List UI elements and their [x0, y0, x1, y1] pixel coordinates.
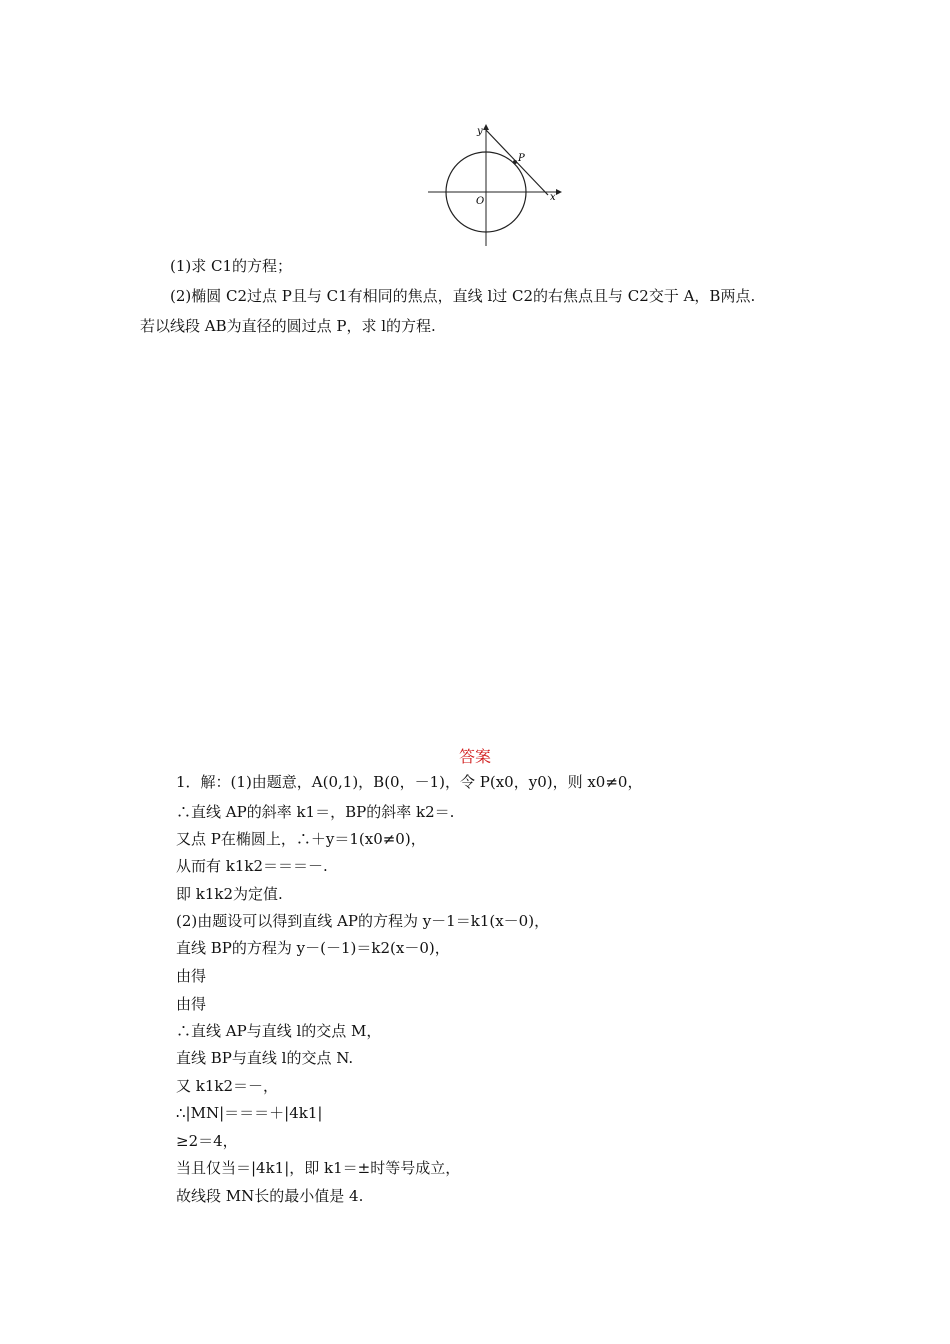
answer-line: 又 k1k2＝－， — [176, 1077, 279, 1095]
x-axis-label: x — [550, 192, 556, 203]
point-p-label: P — [518, 153, 525, 164]
origin-label: O — [476, 196, 485, 207]
circle-tangent-figure — [420, 118, 570, 253]
answer-line: ≥2＝4， — [176, 1132, 238, 1150]
answer-line: ∴直线 AP的斜率 k1＝，BP的斜率 k2＝. — [176, 803, 455, 821]
answer-line: 即 k1k2为定值. — [176, 885, 283, 903]
answer-title: 答案 — [458, 747, 491, 766]
y-axis-label: y — [477, 126, 483, 137]
answer-line: (2)由题设可以得到直线 AP的方程为 y－1＝k1(x－0)， — [176, 912, 550, 930]
answer-line: ∴|MN|＝＝＝＋|4k1| — [176, 1104, 323, 1122]
question-part2-line2: 若以线段 AB为直径的圆过点 P，求 l的方程. — [140, 317, 436, 335]
answer-line: 故线段 MN长的最小值是 4. — [176, 1187, 364, 1205]
answer-line: 当且仅当＝|4k1|，即 k1＝±时等号成立， — [176, 1159, 461, 1177]
answer-line: 1．解：(1)由题意，A(0,1)，B(0，－1)，令 P(x0，y0)，则 x0≠0， — [176, 773, 643, 791]
question-part1: (1)求 C1的方程； — [170, 257, 293, 275]
answer-line: 又点 P在椭圆上，∴＋y＝1(x0≠0)， — [176, 830, 426, 848]
answer-line: 直线 BP的方程为 y－(－1)＝k2(x－0)， — [176, 939, 450, 957]
answer-line: 由得 — [176, 995, 207, 1013]
answer-line: 由得 — [176, 967, 207, 985]
question-part2-line1: (2)椭圆 C2过点 P且与 C1有相同的焦点，直线 l过 C2的右焦点且与 C2交于 A，B两点. — [170, 287, 756, 305]
answer-line: 从而有 k1k2＝＝＝－. — [176, 857, 328, 875]
answer-line: ∴直线 AP与直线 l的交点 M， — [176, 1022, 382, 1040]
answer-line: 直线 BP与直线 l的交点 N. — [176, 1049, 354, 1067]
